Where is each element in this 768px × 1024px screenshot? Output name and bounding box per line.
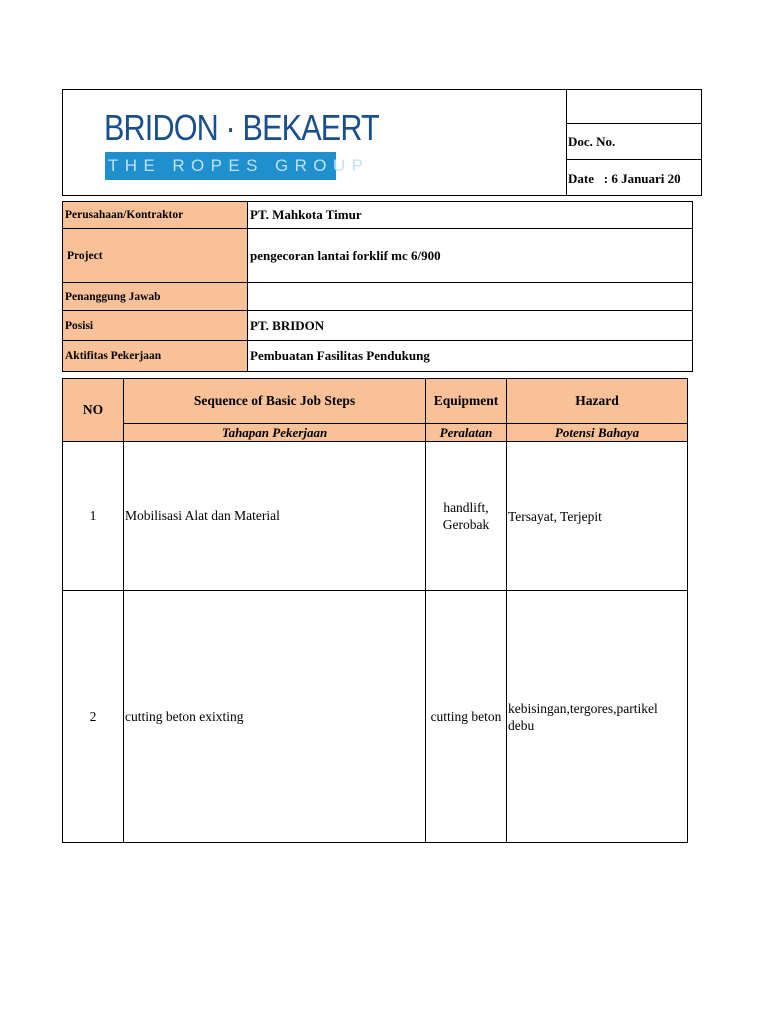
doc-info-divider (567, 159, 702, 160)
info-row (63, 311, 693, 341)
row-equipment: cutting beton (426, 591, 507, 843)
info-value: pengecoran lantai forklif mc 6/900 (248, 229, 693, 283)
col-header-equipment: Equipment (426, 379, 507, 424)
col-header-hazard: Hazard (507, 379, 688, 424)
row-number: 1 (63, 442, 124, 591)
row-step: Mobilisasi Alat dan Material (124, 442, 426, 591)
info-value: PT. Mahkota Timur (248, 202, 693, 229)
info-label: Perusahaan/Kontraktor (63, 202, 248, 229)
subheader-step: Tahapan Pekerjaan (124, 424, 426, 442)
info-value: PT. BRIDON (248, 311, 693, 341)
doc-no-label: Doc. No. (568, 134, 616, 149)
row-number: 2 (63, 591, 124, 843)
row-hazard: Tersayat, Terjepit (507, 442, 688, 591)
info-value: Pembuatan Fasilitas Pendukung (248, 341, 693, 372)
row-equipment: handlift, Gerobak (426, 442, 507, 591)
table-subheader-row (63, 424, 688, 442)
subheader-equipment: Peralatan (426, 424, 507, 442)
table-row (63, 591, 688, 843)
info-label: Posisi (63, 311, 248, 341)
info-row (63, 229, 693, 283)
project-info-table (62, 201, 693, 372)
row-step: cutting beton exixting (124, 591, 426, 843)
col-header-no: NO (63, 379, 124, 442)
col-header-step: Sequence of Basic Job Steps (124, 379, 426, 424)
info-row (63, 283, 693, 311)
date-field: Date : 6 Januari 20 (568, 171, 681, 186)
info-label: Project (63, 229, 248, 283)
table-row (63, 442, 688, 591)
doc-info-divider (567, 123, 702, 124)
row-hazard: kebisingan,tergores,partikel debu (507, 591, 688, 843)
info-row (63, 202, 693, 229)
table-header-row (63, 379, 688, 424)
job-steps-table (62, 378, 688, 843)
subheader-hazard: Potensi Bahaya (507, 424, 688, 442)
logo-tagline: THE ROPES GROUP (105, 152, 336, 180)
info-label: Aktifitas Pekerjaan (63, 341, 248, 372)
company-logo: BRIDON · BEKAERT (104, 107, 379, 148)
info-label: Penanggung Jawab (63, 283, 248, 311)
info-value (248, 283, 693, 311)
info-row (63, 341, 693, 372)
